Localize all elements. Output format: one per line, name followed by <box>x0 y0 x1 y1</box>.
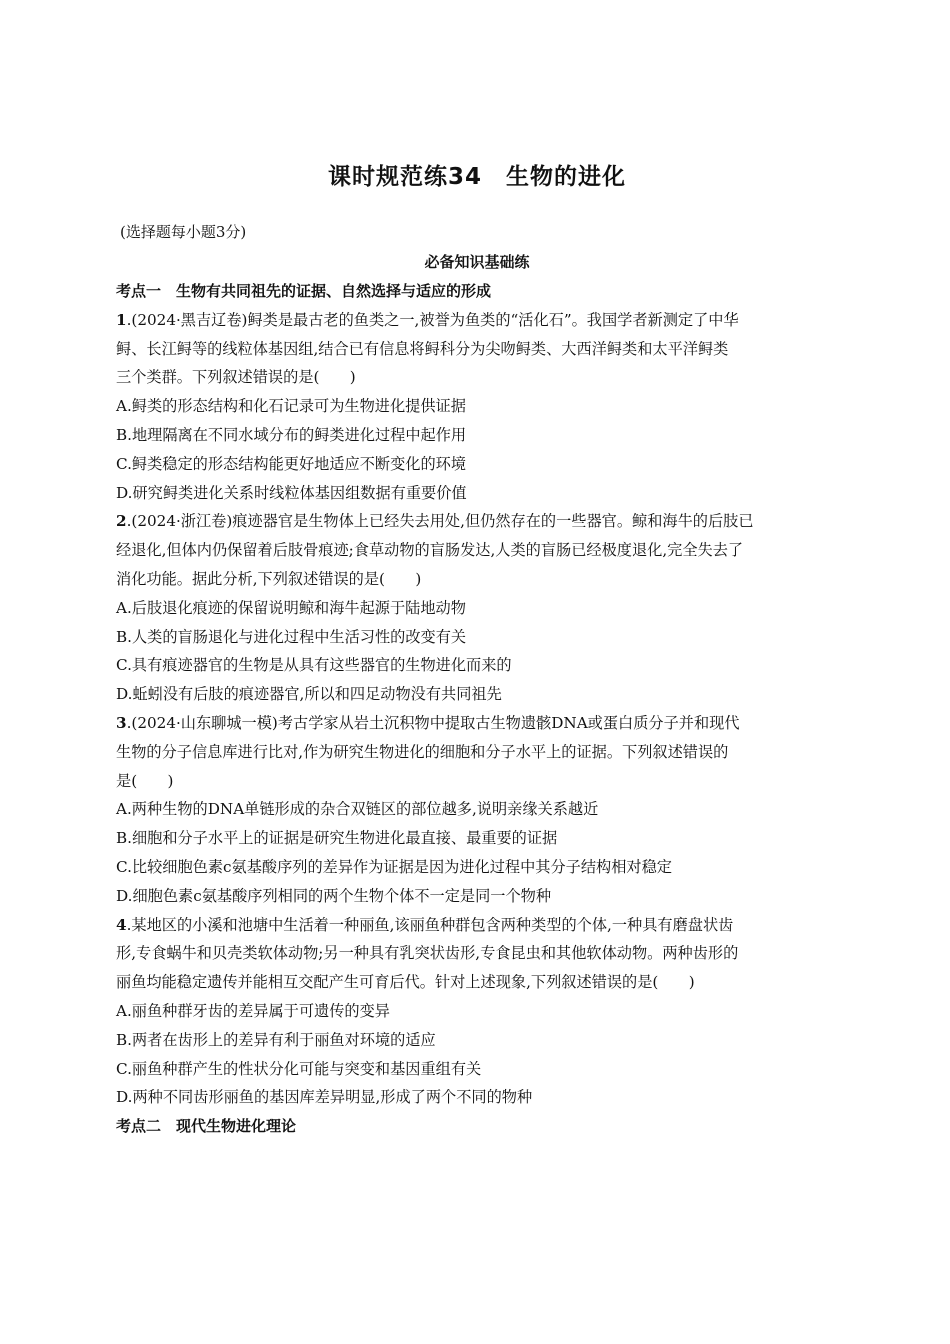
question-stem-line <box>116 507 838 536</box>
kaodian-heading-1: 考点一 生物有共同祖先的证据、自然选择与适应的形成 <box>116 282 492 300</box>
option-c: C.丽鱼种群产生的性状分化可能与突变和基因重组有关 <box>116 1059 482 1078</box>
option-a: A.丽鱼种群牙齿的差异属于可遗传的变异 <box>116 1001 390 1020</box>
question-number: 2 <box>116 512 127 531</box>
question-stem-line <box>116 306 838 335</box>
option-d: D.细胞色素c氨基酸序列相同的两个生物个体不一定是同一个物种 <box>116 886 552 905</box>
option-d: D.两种不同齿形丽鱼的基因库差异明显,形成了两个不同的物种 <box>116 1088 533 1107</box>
question-stem-line: 形,专食蜗牛和贝壳类软体动物;另一种具有乳突状齿形,专食昆虫和其他软体动物。两种齿形的 <box>116 944 739 963</box>
question-stem-line: 生物的分子信息库进行比对,作为研究生物进化的细胞和分子水平上的证据。下列叙述错误的 <box>116 742 729 761</box>
option-d: D.研究鲟类进化关系时线粒体基因组数据有重要价值 <box>116 483 467 502</box>
option-b: B.人类的盲肠退化与进化过程中生活习性的改变有关 <box>116 627 467 646</box>
question-stem-line: 经退化,但体内仍保留着后肢骨痕迹;食草动物的盲肠发达,人类的盲肠已经极度退化,完全失去了 <box>116 541 744 560</box>
option-c: C.比较细胞色素c氨基酸序列的差异作为证据是因为进化过程中其分子结构相对稳定 <box>116 857 672 876</box>
question-number: 3 <box>116 713 127 732</box>
question-stem-text: .(2024·山东聊城一模)考古学家从岩土沉积物中提取古生物遗骸DNA或蛋白质分子并和现代 <box>126 713 740 732</box>
kaodian-heading-2: 考点二 现代生物进化理论 <box>116 1117 297 1136</box>
question-stem-text: .(2024·浙江卷)痕迹器官是生物体上已经失去用处,但仍然存在的一些器官。鲸和海牛的后肢已 <box>126 512 754 531</box>
question-stem-text: .某地区的小溪和池塘中生活着一种丽鱼,该丽鱼种群包含两种类型的个体,一种具有磨盘状齿 <box>126 915 734 934</box>
question-number: 1 <box>116 310 127 329</box>
question-stem-line: 鲟、长江鲟等的线粒体基因组,结合已有信息将鲟科分为尖吻鲟类、大西洋鲟类和太平洋鲟类 <box>116 339 729 358</box>
question-body <box>116 277 838 1141</box>
question-stem-line: 是( ) <box>116 771 174 790</box>
option-c: C.具有痕迹器官的生物是从具有这些器官的生物进化而来的 <box>116 656 512 675</box>
question-3 <box>116 709 838 911</box>
section-heading: 必备知识基础练 <box>424 253 530 271</box>
question-1 <box>116 306 838 508</box>
scoring-note: (选择题每小题3分) <box>120 223 247 241</box>
question-stem-line: 消化功能。据此分析,下列叙述错误的是( ) <box>116 569 422 588</box>
option-b: B.地理隔离在不同水域分布的鲟类进化过程中起作用 <box>116 425 467 444</box>
option-b: B.细胞和分子水平上的证据是研究生物进化最直接、最重要的证据 <box>116 829 558 848</box>
question-stem-text: .(2024·黑吉辽卷)鲟类是最古老的鱼类之一,被誉为鱼类的“活化石”。我国学者新测定了中华 <box>126 310 739 329</box>
option-a: A.两种生物的DNA单链形成的杂合双链区的部位越多,说明亲缘关系越近 <box>116 800 599 819</box>
question-stem-line <box>116 911 838 940</box>
question-stem-line: 丽鱼均能稳定遗传并能相互交配产生可育后代。针对上述现象,下列叙述错误的是( ) <box>116 973 695 992</box>
question-number: 4 <box>116 915 127 934</box>
question-4 <box>116 911 838 1113</box>
question-stem-line <box>116 709 838 738</box>
option-a: A.鲟类的形态结构和化石记录可为生物进化提供证据 <box>116 397 466 416</box>
option-b: B.两者在齿形上的差异有利于丽鱼对环境的适应 <box>116 1030 436 1049</box>
option-d: D.蚯蚓没有后肢的痕迹器官,所以和四足动物没有共同祖先 <box>116 685 502 704</box>
question-2 <box>116 507 838 709</box>
question-stem-line: 三个类群。下列叙述错误的是( ) <box>116 368 356 387</box>
option-c: C.鲟类稳定的形态结构能更好地适应不断变化的环境 <box>116 454 467 473</box>
page-title: 课时规范练34 生物的进化 <box>327 164 626 190</box>
option-a: A.后肢退化痕迹的保留说明鲸和海牛起源于陆地动物 <box>116 598 466 617</box>
